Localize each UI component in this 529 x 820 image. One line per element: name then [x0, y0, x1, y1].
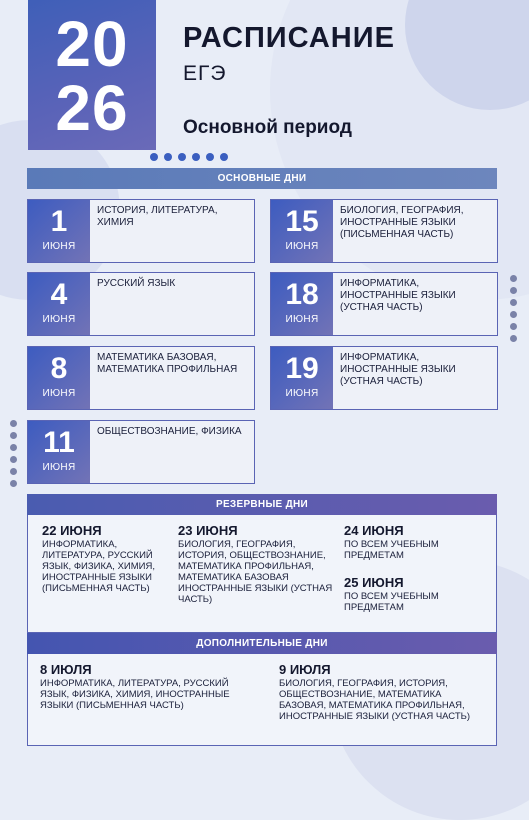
- period-heading: Основной период: [183, 117, 352, 138]
- reserve-day: [42, 523, 170, 594]
- decor-dot: [10, 468, 17, 475]
- exam-date: [28, 347, 90, 409]
- exam-subjects: ОБЩЕСТВОЗНАНИЕ, ФИЗИКА: [97, 426, 242, 437]
- exam-day-number: 11: [43, 426, 75, 459]
- additional-day: [279, 662, 491, 722]
- decor-dot: [206, 153, 214, 161]
- decor-dots-left: [10, 420, 17, 487]
- decor-dot: [510, 287, 517, 294]
- decor-dot: [164, 153, 172, 161]
- exam-date: [28, 273, 90, 335]
- reserve-days-panel: [27, 515, 497, 633]
- exam-month: ИЮНЯ: [42, 388, 76, 399]
- decor-dots-row: [150, 153, 228, 161]
- exam-month: ИЮНЯ: [285, 241, 319, 252]
- exam-subjects: БИОЛОГИЯ, ГЕОГРАФИЯ, ИНОСТРАННЫЕ ЯЗЫКИ (ПИСЬМЕННАЯ ЧАСТЬ): [340, 205, 464, 240]
- reserve-subjects: БИОЛОГИЯ, ГЕОГРАФИЯ, ИСТОРИЯ, ОБЩЕСТВОЗНАНИЕ, МАТЕМАТИКА ПРОФИЛЬНАЯ, МАТЕМАТИКА БАЗОВАЯ ИНОСТРАННЫЕ ЯЗЫКИ (УСТНАЯ ЧАСТЬ): [178, 539, 333, 605]
- exam-day-card: [27, 199, 255, 263]
- exam-subjects: ИНФОРМАТИКА, ИНОСТРАННЫЕ ЯЗЫКИ (УСТНАЯ ЧАСТЬ): [340, 278, 456, 313]
- exam-month: ИЮНЯ: [42, 462, 76, 473]
- exam-day-card: [270, 272, 498, 336]
- additional-days-panel: [27, 654, 497, 746]
- decor-dot: [150, 153, 158, 161]
- exam-date: [28, 200, 90, 262]
- reserve-day: [344, 523, 464, 561]
- reserve-date: 22 ИЮНЯ: [42, 523, 102, 538]
- decor-dot: [510, 299, 517, 306]
- decor-dot: [10, 480, 17, 487]
- exam-month: ИЮНЯ: [42, 314, 76, 325]
- exam-subjects: ИНФОРМАТИКА, ИНОСТРАННЫЕ ЯЗЫКИ (УСТНАЯ ЧАСТЬ): [340, 352, 456, 387]
- additional-day: [40, 662, 258, 711]
- exam-day-card: [270, 346, 498, 410]
- exam-month: ИЮНЯ: [42, 241, 76, 252]
- decor-dot: [510, 323, 517, 330]
- decor-dot: [178, 153, 186, 161]
- exam-date: [271, 273, 333, 335]
- exam-day-number: 8: [50, 352, 68, 385]
- decor-dot: [192, 153, 200, 161]
- main-days-heading: ОСНОВНЫЕ ДНИ: [27, 168, 497, 189]
- reserve-day: [344, 575, 464, 613]
- decor-dot: [220, 153, 228, 161]
- exam-month: ИЮНЯ: [285, 314, 319, 325]
- exam-month: ИЮНЯ: [285, 388, 319, 399]
- reserve-date: 24 ИЮНЯ: [344, 523, 404, 538]
- reserve-date: 25 ИЮНЯ: [344, 575, 404, 590]
- exam-day-number: 18: [285, 278, 319, 311]
- additional-date: 8 ИЮЛЯ: [40, 662, 92, 677]
- exam-date: [28, 421, 90, 483]
- decor-dot: [510, 311, 517, 318]
- exam-date: [271, 347, 333, 409]
- year-top: 20: [55, 8, 129, 80]
- additional-subjects: БИОЛОГИЯ, ГЕОГРАФИЯ, ИСТОРИЯ, ОБЩЕСТВОЗНАНИЕ, МАТЕМАТИКА БАЗОВАЯ, МАТЕМАТИКА ПРОФИЛЬНАЯ, ИНОСТРАННЫЕ ЯЗЫКИ (УСТНАЯ ЧАСТЬ): [279, 678, 471, 722]
- year-block: [28, 0, 156, 150]
- reserve-date: 23 ИЮНЯ: [178, 523, 238, 538]
- reserve-day: [178, 523, 338, 605]
- additional-subjects: ИНФОРМАТИКА, ЛИТЕРАТУРА, РУССКИЙ ЯЗЫК, ФИЗИКА, ХИМИЯ, ИНОСТРАННЫЕ ЯЗЫКИ (ПИСЬМЕННАЯ ЧАСТЬ): [40, 678, 230, 711]
- additional-date: 9 ИЮЛЯ: [279, 662, 331, 677]
- exam-day-number: 15: [285, 205, 319, 238]
- decor-dot: [510, 335, 517, 342]
- decor-dot: [510, 275, 517, 282]
- reserve-days-heading: РЕЗЕРВНЫЕ ДНИ: [27, 494, 497, 515]
- exam-day-number: 1: [50, 205, 68, 238]
- decor-dot: [10, 444, 17, 451]
- reserve-subjects: ПО ВСЕМ УЧЕБНЫМ ПРЕДМЕТАМ: [344, 591, 439, 613]
- decor-dot: [10, 456, 17, 463]
- exam-subjects: МАТЕМАТИКА БАЗОВАЯ, МАТЕМАТИКА ПРОФИЛЬНАЯ: [97, 352, 238, 375]
- exam-day-card: [27, 346, 255, 410]
- additional-days-heading: ДОПОЛНИТЕЛЬНЫЕ ДНИ: [27, 633, 497, 654]
- exam-day-card: [270, 199, 498, 263]
- decor-dot: [10, 432, 17, 439]
- page-subtitle: ЕГЭ: [183, 62, 227, 85]
- exam-subjects: РУССКИЙ ЯЗЫК: [97, 278, 176, 289]
- exam-day-number: 4: [50, 278, 68, 311]
- page-title: РАСПИСАНИЕ: [183, 22, 395, 54]
- reserve-subjects: ПО ВСЕМ УЧЕБНЫМ ПРЕДМЕТАМ: [344, 539, 439, 561]
- decor-dots-right: [510, 275, 517, 342]
- exam-subjects: ИСТОРИЯ, ЛИТЕРАТУРА, ХИМИЯ: [97, 205, 218, 228]
- exam-day-card: [27, 272, 255, 336]
- reserve-subjects: ИНФОРМАТИКА, ЛИТЕРАТУРА, РУССКИЙ ЯЗЫК, ФИЗИКА, ХИМИЯ, ИНОСТРАННЫЕ ЯЗЫКИ (ПИСЬМЕННАЯ ЧАСТЬ): [42, 539, 155, 594]
- exam-day-number: 19: [285, 352, 319, 385]
- exam-date: [271, 200, 333, 262]
- decor-dot: [10, 420, 17, 427]
- exam-day-card: [27, 420, 255, 484]
- year-bottom: 26: [55, 72, 129, 144]
